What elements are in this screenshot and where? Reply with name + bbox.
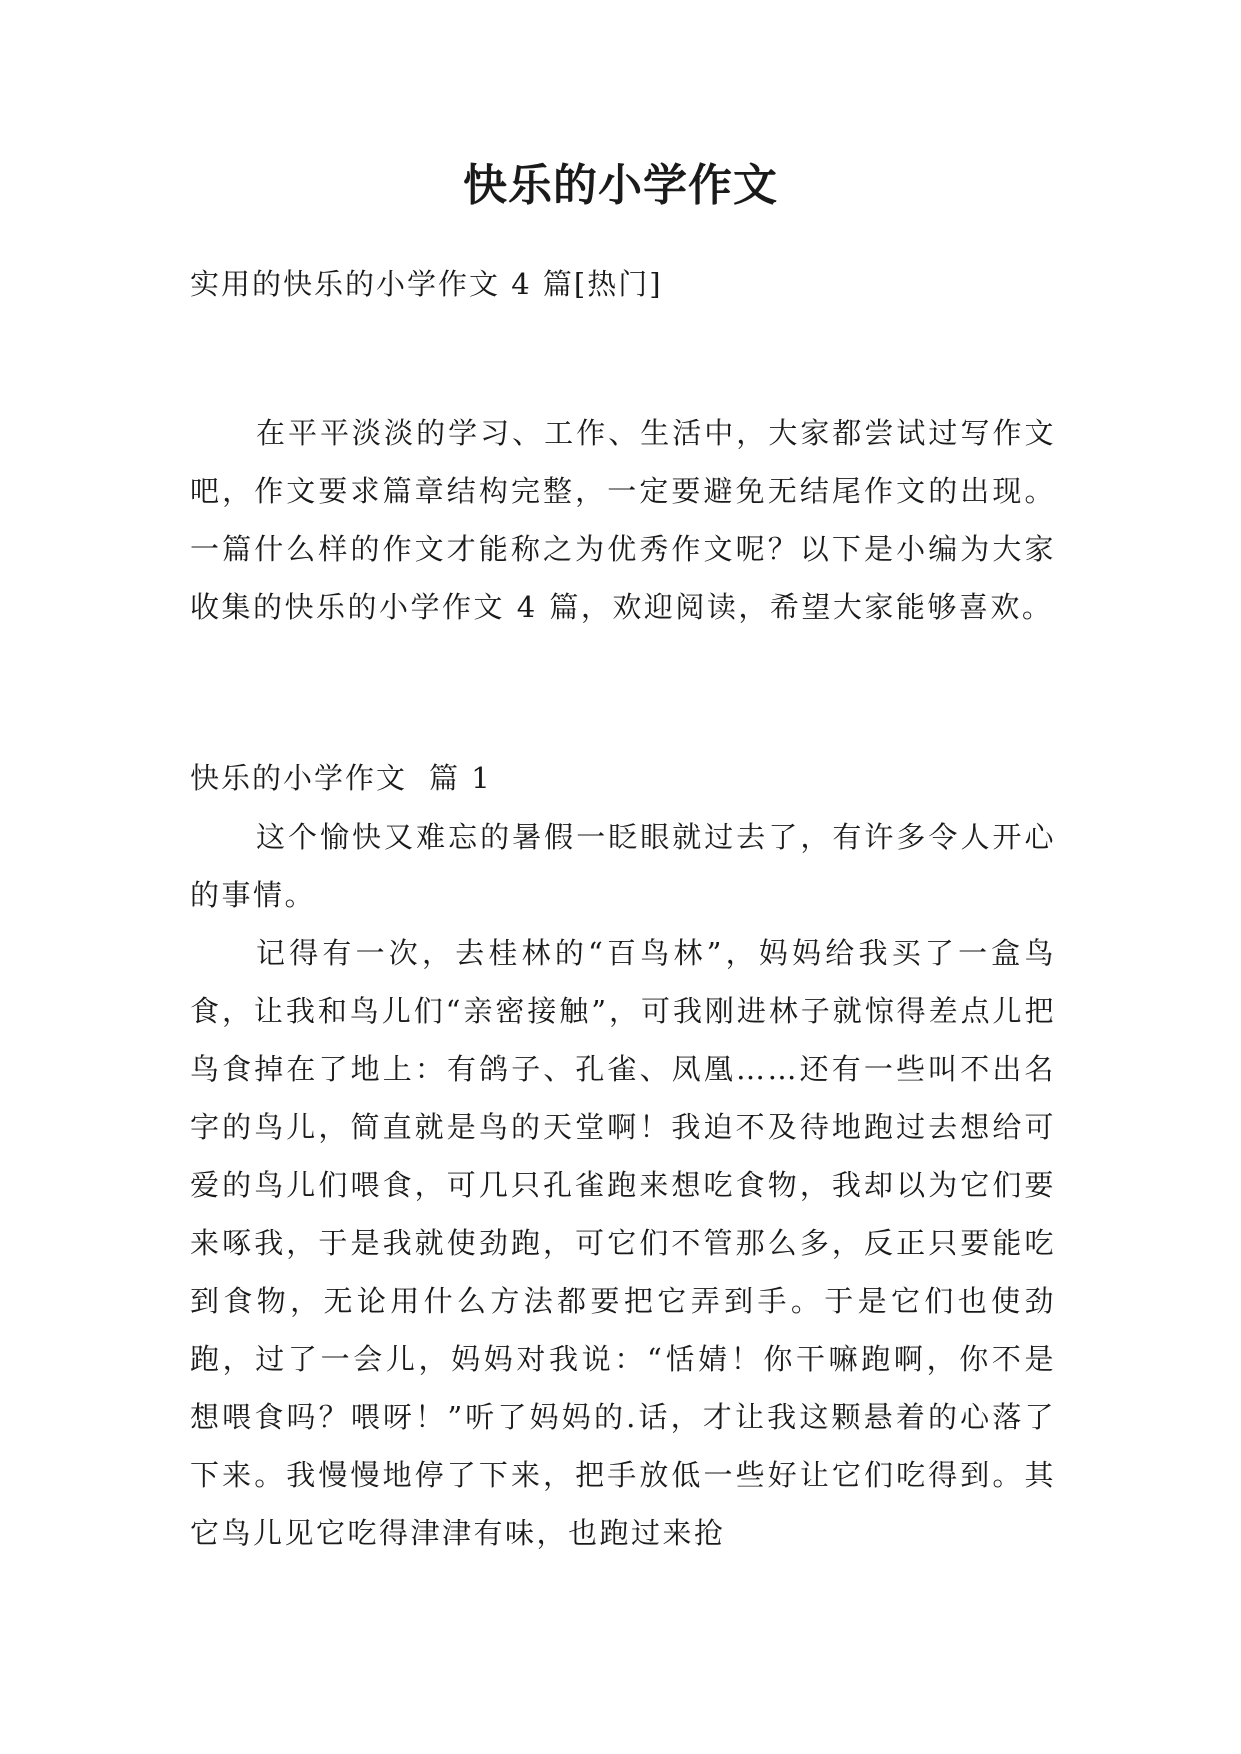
section-1-paragraph-1: 这个愉快又难忘的暑假一眨眼就过去了，有许多令人开心的事情。: [190, 820, 1056, 912]
section-1-paragraph-2: 记得有一次，去桂林的“百鸟林”，妈妈给我买了一盒鸟食，让我和鸟儿们“亲密接触”，可我刚进林子就惊得差点儿把鸟食掉在了地上：有鸽子、孔雀、凤凰……还有一些叫不出名字的鸟儿，简直就是鸟的天堂啊！我迫不及待地跑过去想给可爱的鸟儿们喂食，可几只孔雀跑来想吃食物，我却以为它们要来啄我，于是我就使劲跑，可它们不管那么多，反正只要能吃到食物，无论用什么方法都要把它弄到手。于是它们也使劲跑，过了一会儿，妈妈对我说：“恬婧！你干嘛跑啊，你不是想喂食吗？喂呀！”听了妈妈的.话，才让我这颗悬着的心落了下来。我慢慢地停了下来，把手放低一些好让它们吃得到。其它鸟儿见它吃得津津有味，也跑过来抢: [190, 936, 1056, 1550]
intro-paragraph: 在平平淡淡的学习、工作、生活中，大家都尝试过写作文吧，作文要求篇章结构完整，一定要避免无结尾作文的出现。一篇什么样的作文才能称之为优秀作文呢？以下是小编为大家收集的快乐的小学作文 4 篇，欢迎阅读，希望大家能够喜欢。: [190, 416, 1056, 624]
document-subtitle: 实用的快乐的小学作文 4 篇[热门]: [190, 267, 663, 301]
section-1-heading-title: 快乐的小学作文: [190, 761, 408, 795]
document-title: 快乐的小学作文: [463, 160, 778, 211]
section-1-heading: [190, 758, 1070, 798]
section-1-heading-number: 篇 1: [429, 761, 492, 795]
intro-section: [190, 404, 1056, 636]
section-1-body: [190, 808, 1056, 1562]
